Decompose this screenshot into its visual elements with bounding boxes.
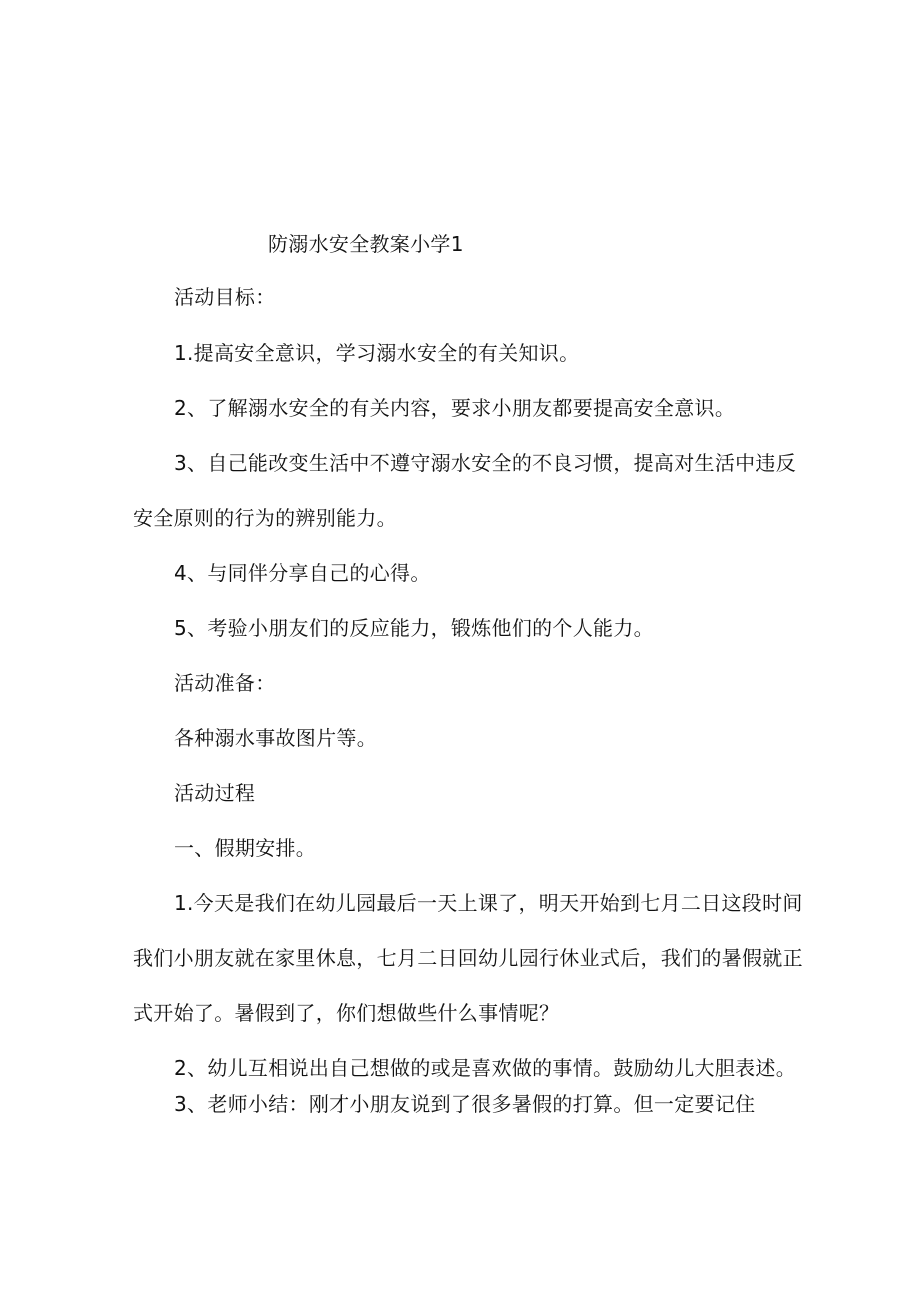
paragraph: 5、考验小朋友们的反应能力，锻炼他们的个人能力。 (174, 616, 654, 640)
paragraph: 我们小朋友就在家里休息，七月二日回幼儿园行休业式后，我们的暑假就正 (133, 946, 803, 970)
section-heading-goals: 活动目标： (174, 285, 276, 309)
paragraph: 1.提高安全意识，学习溺水安全的有关知识。 (174, 341, 580, 365)
section-heading-process: 活动过程 (174, 781, 256, 805)
paragraph: 各种溺水事故图片等。 (174, 726, 377, 750)
paragraph: 安全原则的行为的辨别能力。 (133, 506, 397, 530)
paragraph: 2、了解溺水安全的有关内容，要求小朋友都要提高安全意识。 (174, 396, 736, 420)
section-heading-preparation: 活动准备： (174, 671, 276, 695)
paragraph: 1.今天是我们在幼儿园最后一天上课了，明天开始到七月二日这段时间 (174, 891, 803, 915)
paragraph: 2、幼儿互相说出自己想做的或是喜欢做的事情。鼓励幼儿大胆表述。 (174, 1056, 797, 1080)
paragraph: 式开始了。暑假到了，你们想做些什么事情呢？ (133, 1001, 560, 1025)
paragraph: 4、与同伴分享自己的心得。 (174, 561, 431, 585)
paragraph: 3、老师小结：刚才小朋友说到了很多暑假的打算。但一定要记住 (174, 1092, 756, 1116)
subheading: 一、假期安排。 (174, 836, 317, 860)
paragraph: 3、自己能改变生活中不遵守溺水安全的不良习惯，提高对生活中违反 (174, 451, 797, 475)
document-title: 防溺水安全教案小学1 (268, 232, 464, 256)
